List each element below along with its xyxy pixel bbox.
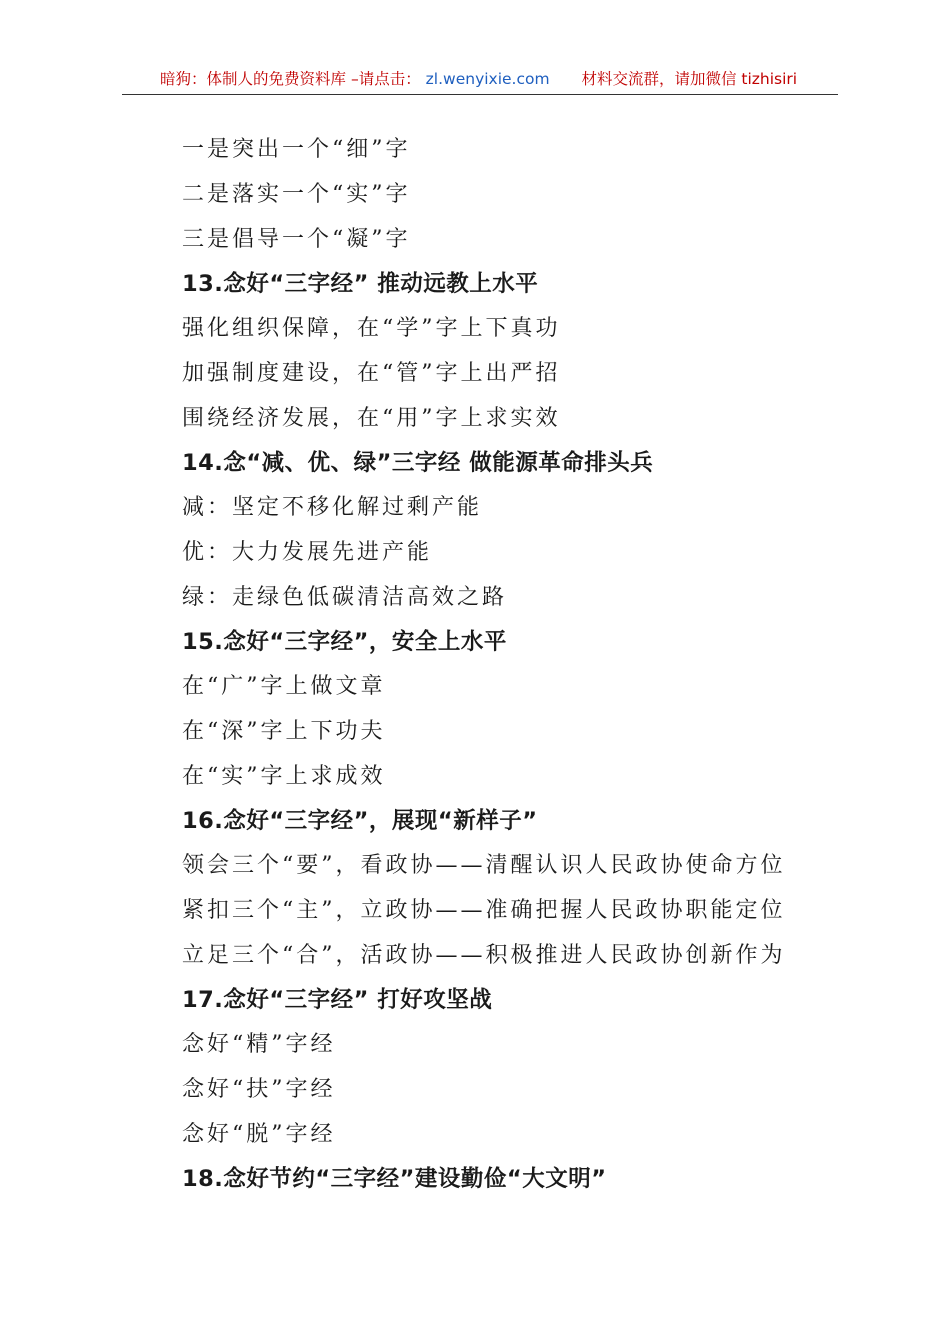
list-item: 在“广”字上做文章 <box>182 674 386 699</box>
page-header <box>122 66 838 95</box>
list-item: 三是倡导一个“凝”字 <box>182 226 411 252</box>
list-item: 绿：走绿色低碳清洁高效之路 <box>182 584 508 610</box>
section-heading: 17.念好“三字经” 打好攻坚战 <box>182 987 493 1014</box>
list-item: 在“实”字上求成效 <box>182 763 386 789</box>
document-body <box>182 128 842 1202</box>
list-item: 领会三个“要”，看政协——清醒认识人民政协使命方位 <box>182 853 786 878</box>
list-item: 念好“脱”字经 <box>182 1121 336 1147</box>
list-item: 二是落实一个“实”字 <box>182 181 411 207</box>
list-item: 优：大力发展先进产能 <box>182 539 433 565</box>
section-heading: 16.念好“三字经”，展现“新样子” <box>182 808 538 835</box>
header-group-info: 材料交流群，请加微信 tizhisiri <box>581 70 798 88</box>
list-item: 紧扣三个“主”，立政协——准确把握人民政协职能定位 <box>182 897 786 923</box>
list-item: 立足三个“合”，活政协——积极推进人民政协创新作为 <box>182 942 786 968</box>
list-item: 围绕经济发展，在“用”字上求实效 <box>182 405 561 431</box>
header-text <box>160 68 797 90</box>
list-item: 强化组织保障，在“学”字上下真功 <box>182 316 561 341</box>
header-brand: 暗狗：体制人的免费资料库 <box>160 70 347 88</box>
list-item: 加强制度建设，在“管”字上出严招 <box>182 360 561 386</box>
section-heading: 13.念好“三字经” 推动远教上水平 <box>182 271 539 298</box>
list-item: 念好“扶”字经 <box>182 1076 336 1102</box>
list-item: 在“深”字上下功夫 <box>182 718 386 744</box>
list-item: 念好“精”字经 <box>182 1032 336 1057</box>
header-click-prompt: –请点击： <box>350 70 421 88</box>
section-heading: 15.念好“三字经”，安全上水平 <box>182 629 507 656</box>
section-heading: 18.念好节约“三字经”建设勤俭“大文明” <box>182 1166 607 1193</box>
list-item: 减：坚定不移化解过剩产能 <box>182 495 483 520</box>
header-url-link[interactable]: zl.wenyixie.com <box>425 70 550 88</box>
section-heading: 14.念“减、优、绿”三字经 做能源革命排头兵 <box>182 450 654 477</box>
list-item: 一是突出一个“细”字 <box>182 137 411 162</box>
